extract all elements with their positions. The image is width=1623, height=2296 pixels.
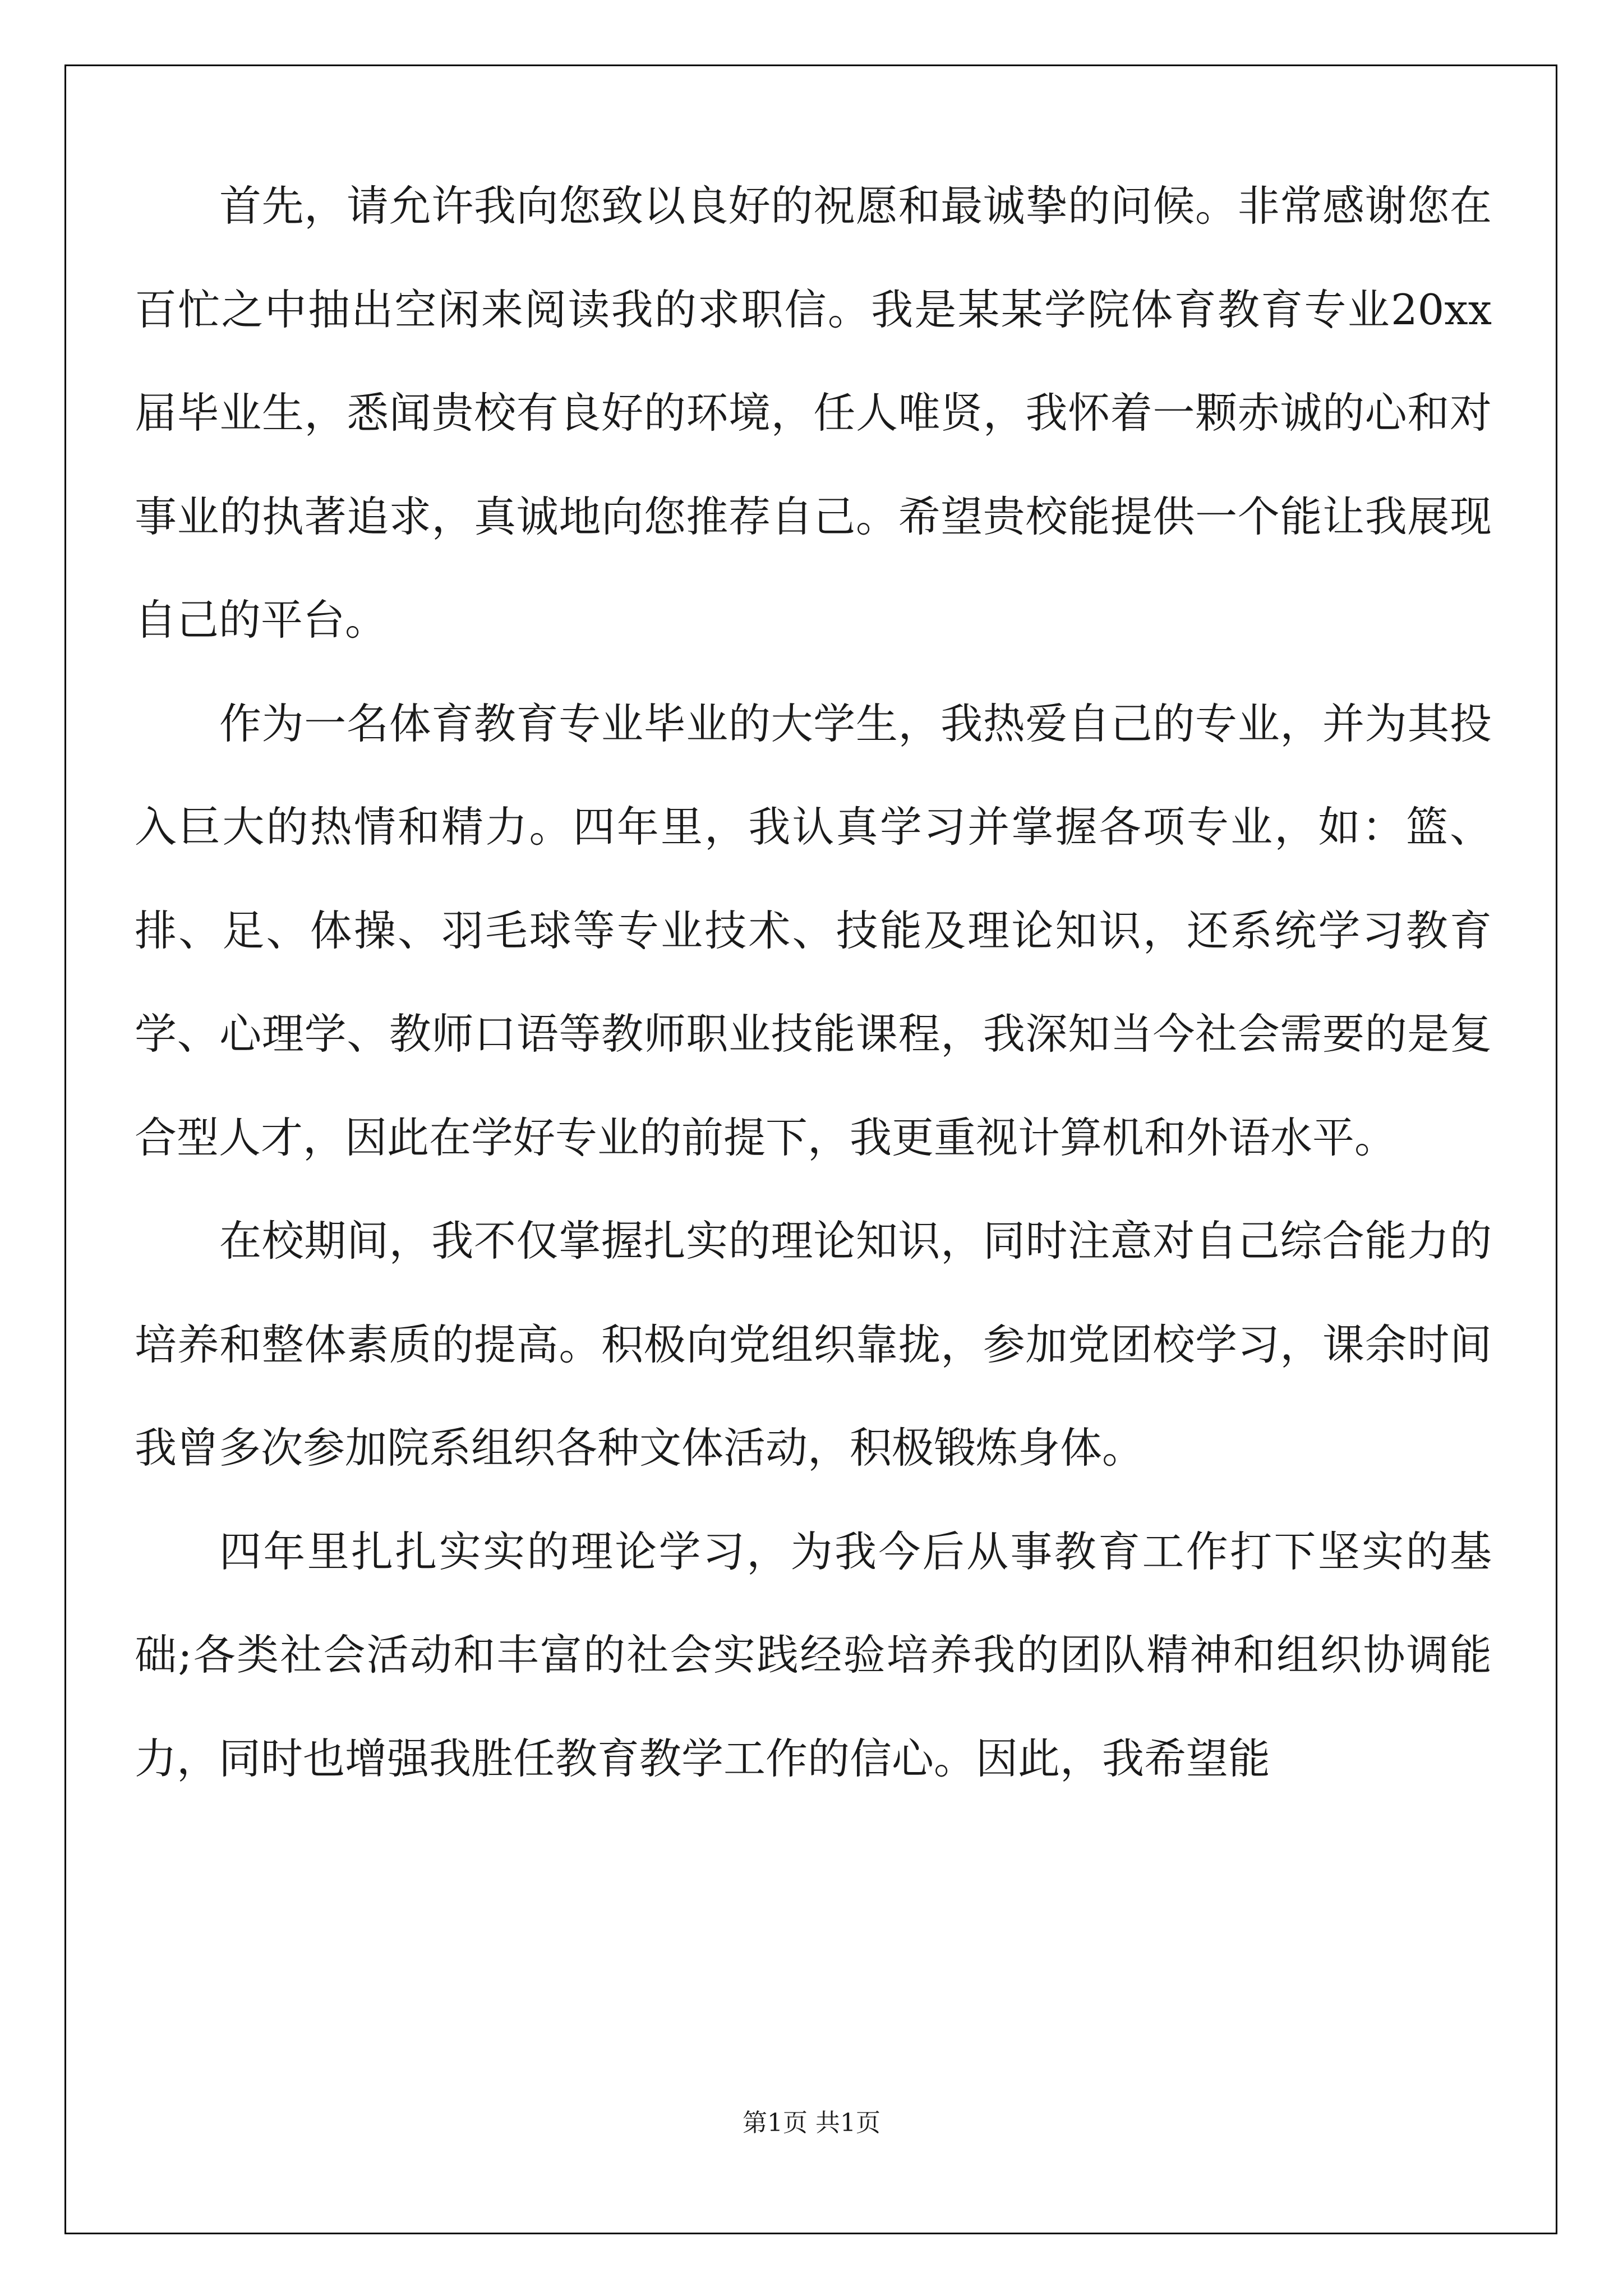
paragraph-four-years: 四年里扎扎实实的理论学习，为我今后从事教育工作打下坚实的基础;各类社会活动和丰富的社会实践经验培养我的团队精神和组织协调能力，同时也增强我胜任教育教学工作的信心。因此，我希望能	[135, 1526, 1492, 1783]
page-number: 第1页 共1页	[743, 2109, 880, 2137]
letter-body	[135, 154, 1492, 1810]
paragraph-greeting: 首先，请允许我向您致以良好的祝愿和最诚挚的问候。非常感谢您在百忙之中抽出空闲来阅读我的求职信。我是某某学院体育教育专业20xx届毕业生，悉闻贵校有良好的环境，任人唯贤，我怀着一颗赤诚的心和对事业的执著追求，真诚地向您推荐自己。希望贵校能提供一个能让我展现自己的平台。	[135, 181, 1492, 645]
paragraph-major: 作为一名体育教育专业毕业的大学生，我热爱自己的专业，并为其投入巨大的热情和精力。四年里，我认真学习并掌握各项专业，如：篮、排、足、体操、羽毛球等专业技术、技能及理论知识，还系统学习教育学、心理学、教师口语等教师职业技能课程，我深知当今社会需要的是复合型人才，因此在学好专业的前提下，我更重视计算机和外语水平。	[135, 698, 1492, 1162]
paragraph-campus-life: 在校期间，我不仅掌握扎实的理论知识，同时注意对自己综合能力的培养和整体素质的提高。积极向党组织靠拢，参加党团校学习，课余时间我曾多次参加院系组织各种文体活动，积极锻炼身体。	[135, 1216, 1492, 1473]
